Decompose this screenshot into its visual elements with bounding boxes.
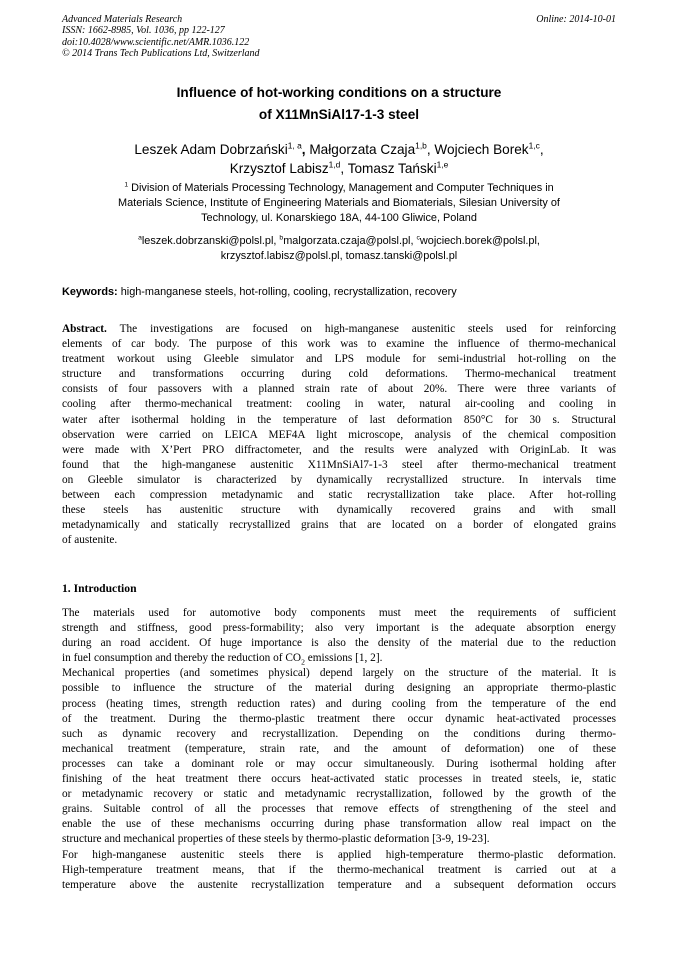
body-line: possible to influence the structure of the material during designing an appropriate thermo-plastic xyxy=(62,682,616,695)
co2-subscript: 2 xyxy=(301,657,305,667)
online-date: Online: 2014-10-01 xyxy=(536,14,616,25)
body-line: during an road accident. Of huge importance is also the density of the material due to the reduction xyxy=(62,637,616,650)
abstract-line: water after isothermal holding in the temperature of last deformation 850°C for 30 s. Structural xyxy=(62,413,616,426)
body-line: grains. Suitable control of all the processes that remove effects of strengthening of the steel and xyxy=(62,803,616,816)
email-link[interactable]: krzysztof.labisz@polsl.pl, xyxy=(220,250,343,262)
body-line: temperature above the austenite recrystallization temperature and a subsequent deformation occurs xyxy=(62,878,616,891)
author-superscript: 1,c xyxy=(528,140,540,151)
abstract-line: of austenite. xyxy=(62,534,118,547)
body-line: The materials used for automotive body components must meet the requirements of sufficient xyxy=(62,607,616,619)
author-name: Krzysztof Labisz xyxy=(229,161,329,176)
author-name: Małgorzata Czaja xyxy=(309,142,416,157)
author-name: Tomasz Tański xyxy=(347,161,437,176)
abstract-line: Abstract. The investigations are focused on high-manganese austenitic steels used for reinforcing xyxy=(62,323,616,335)
journal-issn: ISSN: 1662-8985, Vol. 1036, pp 122-127 xyxy=(62,25,225,37)
abstract-line: elements of car body. The purpose of this work was to examine the influence of thermo-mechanical xyxy=(62,338,616,351)
abstract-line: between each compression metadynamic and static recrystallization take place. After hot-rolling xyxy=(62,489,616,502)
body-line: strength and stiffness, good press-formability; also very important is the adequate absorption energy xyxy=(62,622,616,635)
abstract-line: consists of four passovers with a planned strain rate of about 20%. There were three variants of xyxy=(62,383,616,396)
abstract-line: metadynamically and statically recrystallized grains that are located on a border of elongated grains xyxy=(62,519,616,532)
body-line: such as dynamic recovery and recrystallization. Depending on the conditions during thermo- xyxy=(62,727,616,740)
journal-copyright: © 2014 Trans Tech Publications Ltd, Switzerland xyxy=(62,48,260,60)
title-line-2: of X11MnSiAl17-1-3 steel xyxy=(258,107,420,122)
email-link[interactable]: wojciech.borek@polsl.pl, xyxy=(419,235,540,247)
title-line-1: Influence of hot-working conditions on a structure xyxy=(176,85,502,100)
keywords xyxy=(62,285,616,299)
email-link[interactable]: malgorzata.czaja@polsl.pl, xyxy=(283,235,414,247)
author-line-2: Krzysztof Labisz$^{1,d}$, Tomasz Tański$^{1,e}$ xyxy=(229,159,449,176)
body-line: processes can take a dominant role or may occur simultaneously. During isothermal holding after xyxy=(62,757,616,770)
body-line: process (heating times, strength reduction rates) and during cooling from the temperature of the end xyxy=(62,697,616,710)
body-line: For high-manganese austenitic steels there is applied high-temperature thermo-plastic deformation. xyxy=(62,848,616,861)
journal-info xyxy=(62,14,422,60)
abstract-line: these steels has austenitic structure with dynamically recovered grains and with small xyxy=(62,504,616,517)
body-line: High-temperature treatment means, that if the thermo-mechanical treatment is carried out at a xyxy=(62,863,616,876)
body-line: or metadynamic recovery or static and metadynamic recrystallization, followed by the growth of the xyxy=(62,788,616,801)
body-line: mechanical treatment (temperature, strain rate, and the amount of deformation) one of these xyxy=(62,742,616,755)
introduction-body xyxy=(62,606,616,893)
abstract-line: observation were carried on LEICA MEF4A light microscope, analysis of the chemical composition xyxy=(62,428,616,441)
author-line-1: Leszek Adam Dobrzański$^{1, a}$, Małgorzata Czaja$^{1,b}$, Wojciech Borek$^{1,c}$, xyxy=(134,140,544,157)
email-link[interactable]: tomasz.tanski@polsl.pl xyxy=(345,250,458,262)
author-name: Leszek Adam Dobrzański xyxy=(134,142,288,157)
author-superscript: 1,d xyxy=(328,159,341,170)
abstract-line: cooling after thermo-mechanical treatment: cooling in water, natural air-cooling and cooling in xyxy=(62,398,616,411)
affiliation xyxy=(62,181,616,226)
abstract-label: Abstract. xyxy=(62,323,107,335)
author-name: Wojciech Borek xyxy=(434,142,529,157)
body-line: finishing of the heat treatment there occurs heat-activated static processes in treated steels, ie, static xyxy=(62,773,616,786)
affiliation-number: 1 xyxy=(124,181,129,189)
abstract-line: treatment workout using Gleeble simulator and LPS module for semi-industrial hot-rolling on the xyxy=(62,353,616,366)
affiliation-line: Technology, ul. Konarskiego 18A, 44-100 Gliwice, Poland xyxy=(201,212,477,224)
author-list xyxy=(62,140,616,178)
body-line: enable the use of these mechanisms occurring during phase transformation allow real impact on the xyxy=(62,818,616,831)
email-line-1: $^a$leszek.dobrzanski@polsl.pl, $^b$malgorzata.czaja@polsl.pl, $^c$wojciech.borek@polsl.pl, xyxy=(138,234,540,247)
abstract xyxy=(62,322,616,548)
affiliation-line: Materials Science, Institute of Engineering Materials and Biomaterials, Silesian University of xyxy=(118,197,560,209)
section-heading-introduction: 1. Introduction xyxy=(62,582,137,595)
author-superscript: 1,e xyxy=(436,159,449,170)
email-list xyxy=(62,234,616,264)
abstract-line: on Gleeble simulator is characterized by dynamically recrystallized structure. In intervals time xyxy=(62,473,616,486)
abstract-line: found that the high-manganese austenitic X11MnSiAl7-1-3 steel after thermo-mechanical treatment xyxy=(62,458,616,471)
keywords-text: high-manganese steels, hot-rolling, cooling, recrystallization, recovery xyxy=(120,286,457,298)
author-superscript: 1,b xyxy=(415,140,427,151)
journal-name: Advanced Materials Research xyxy=(62,14,183,25)
abstract-line: were made with X’Pert PRO diffractometer, and the results were analyzed with OriginLab. It was xyxy=(62,443,616,456)
keywords-label: Keywords: xyxy=(62,286,118,298)
body-line: Mechanical properties (and sometimes physical) depend largely on the structure of the material. It is xyxy=(62,667,616,680)
abstract-line: structure and transformations occurring during cold deformations. Thermo-mechanical treatment xyxy=(62,368,616,381)
body-line: structure and mechanical properties of these steels by thermo-plastic deformation [3-9, 19-23]. xyxy=(62,833,490,846)
email-link[interactable]: leszek.dobrzanski@polsl.pl, xyxy=(141,235,277,247)
journal-doi: doi:10.4028/www.scientific.net/AMR.1036.122 xyxy=(62,36,250,48)
author-superscript: 1, a xyxy=(287,140,302,151)
body-line: in fuel consumption and thereby the reduction of $CO_2$ emissions [1, 2]. xyxy=(62,652,383,667)
body-line: of the treatment. During the thermo-plastic treatment there occur dynamic heat-activated processes xyxy=(62,712,616,725)
affiliation-line: $^1$ Division of Materials Processing Technology, Management and Computer Techniques in xyxy=(124,181,554,194)
paper-title xyxy=(62,82,616,126)
email-line-2 xyxy=(62,249,616,264)
